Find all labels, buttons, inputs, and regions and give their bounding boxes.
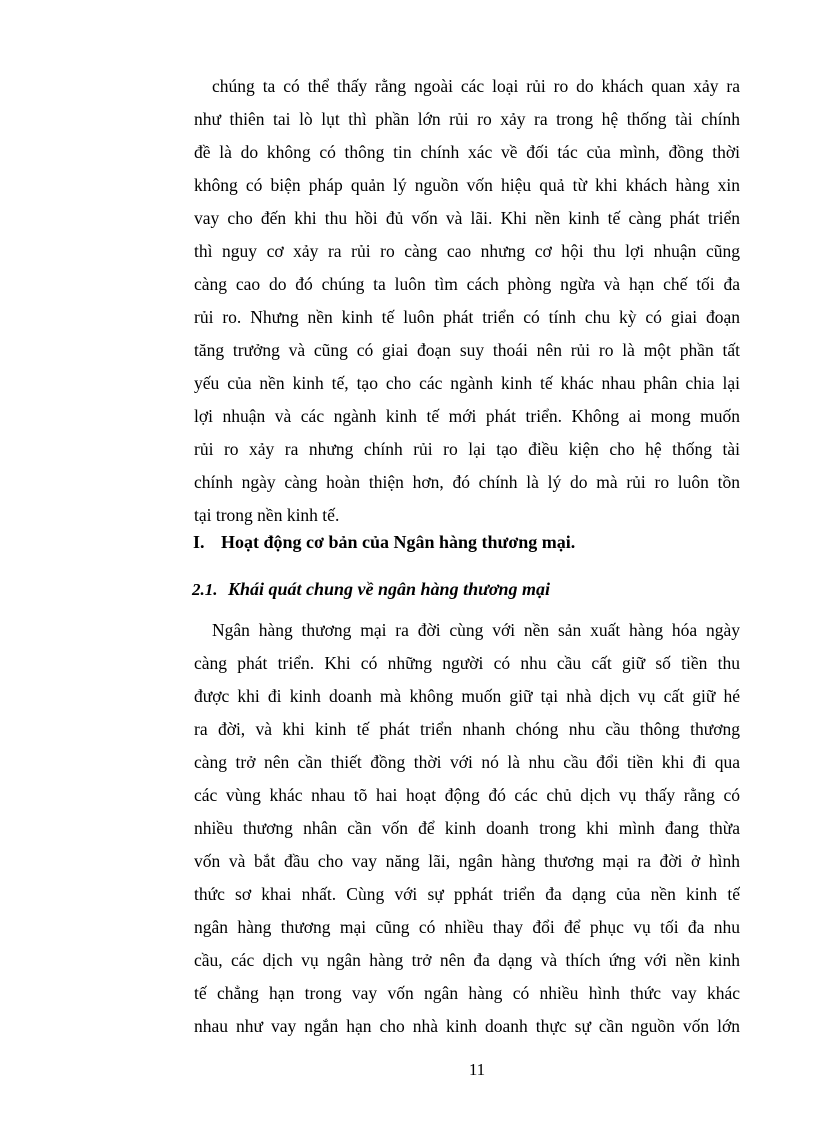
paragraph-line: nhau như vay ngắn hạn cho nhà kinh doanh thực sự cần nguồn vốn lớn — [194, 1016, 740, 1036]
paragraph-line: chính ngày càng hoàn thiện hơn, đó chính là lý do mà rủi ro luôn tồn — [194, 472, 740, 492]
paragraph-line: như thiên tai lò lụt thì phần lớn rủi ro xảy ra trong hệ thống tài chính — [194, 109, 740, 129]
paragraph-line: đề là do không có thông tin chính xác về đối tác của mình, đồng thời — [194, 142, 740, 162]
paragraph-line: thức sơ khai nhất. Cùng với sự pphát triển đa dạng của nền kinh tế — [194, 884, 740, 904]
paragraph-line: được khi đi kinh doanh mà không muốn giữ tại nhà dịch vụ cất giữ hé — [194, 686, 740, 706]
subsection-number: 2.1. — [192, 580, 218, 599]
subsection-title: Khái quát chung về ngân hàng thương mại — [228, 579, 551, 599]
paragraph-line: thì nguy cơ xảy ra rủi ro càng cao nhưng cơ hội thu lợi nhuận cũng — [194, 241, 740, 261]
paragraph-line: Ngân hàng thương mại ra đời cùng với nền sản xuất hàng hóa ngày — [212, 620, 740, 640]
paragraph-line: vay cho đến khi thu hồi đủ vốn và lãi. Khi nền kinh tế càng phát triển — [194, 208, 740, 228]
paragraph-line: rủi ro xảy ra nhưng chính rủi ro lại tạo điều kiện cho hệ thống tài — [194, 439, 740, 459]
paragraph-line: các vùng khác nhau tõ hai hoạt động đó các chủ dịch vụ thấy rằng có — [194, 785, 740, 805]
section-number: I. — [193, 532, 205, 552]
page-number: 11 — [468, 1060, 486, 1079]
paragraph-line: không có biện pháp quản lý nguồn vốn hiệu quả từ khi khách hàng xin — [194, 175, 740, 195]
subsection-heading — [192, 573, 550, 605]
section-title: Hoạt động cơ bản của Ngân hàng thương mại. — [221, 532, 576, 552]
paragraph-line: cầu, các dịch vụ ngân hàng trở nên đa dạng và thích ứng với nền kinh — [194, 950, 740, 970]
paragraph-line: chúng ta có thể thấy rằng ngoài các loại rủi ro do khách quan xảy ra — [212, 76, 740, 96]
paragraph-line: nhiều thương nhân cần vốn để kinh doanh trong khi mình đang thừa — [194, 818, 740, 838]
paragraph-line: càng phát triển. Khi có những người có nhu cầu cất giữ số tiền thu — [194, 653, 740, 673]
paragraph-line: ra đời, và khi kinh tế phát triển nhanh chóng nhu cầu thông thương — [194, 719, 740, 739]
paragraph-line: vốn và bắt đầu cho vay năng lãi, ngân hàng thương mại ra đời ở hình — [194, 851, 740, 871]
paragraph-line: yếu của nền kinh tế, tạo cho các ngành kinh tế khác nhau phân chia lại — [194, 373, 740, 393]
paragraph-line: càng trở nên cần thiết đồng thời với nó là nhu cầu đổi tiền khi đi qua — [194, 752, 740, 772]
paragraph-line: rủi ro. Nhưng nền kinh tế luôn phát triển có tính chu kỳ có giai đoạn — [194, 307, 740, 327]
paragraph-line: lợi nhuận và các ngành kinh tế mới phát triển. Không ai mong muốn — [194, 406, 740, 426]
paragraph-line: tăng trưởng và cũng có giai đoạn suy thoái nên rủi ro là một phần tất — [194, 340, 740, 360]
paragraph-line: càng cao do đó chúng ta luôn tìm cách phòng ngừa và hạn chế tối đa — [194, 274, 740, 294]
paragraph-line: tế chẳng hạn trong vay vốn ngân hàng có nhiều hình thức vay khác — [194, 983, 740, 1003]
section-heading — [193, 526, 575, 558]
paragraph-line: ngân hàng thương mại cũng có nhiều thay đổi để phục vụ tối đa nhu — [194, 917, 740, 937]
paragraph-line: tại trong nền kinh tế. — [194, 505, 340, 525]
